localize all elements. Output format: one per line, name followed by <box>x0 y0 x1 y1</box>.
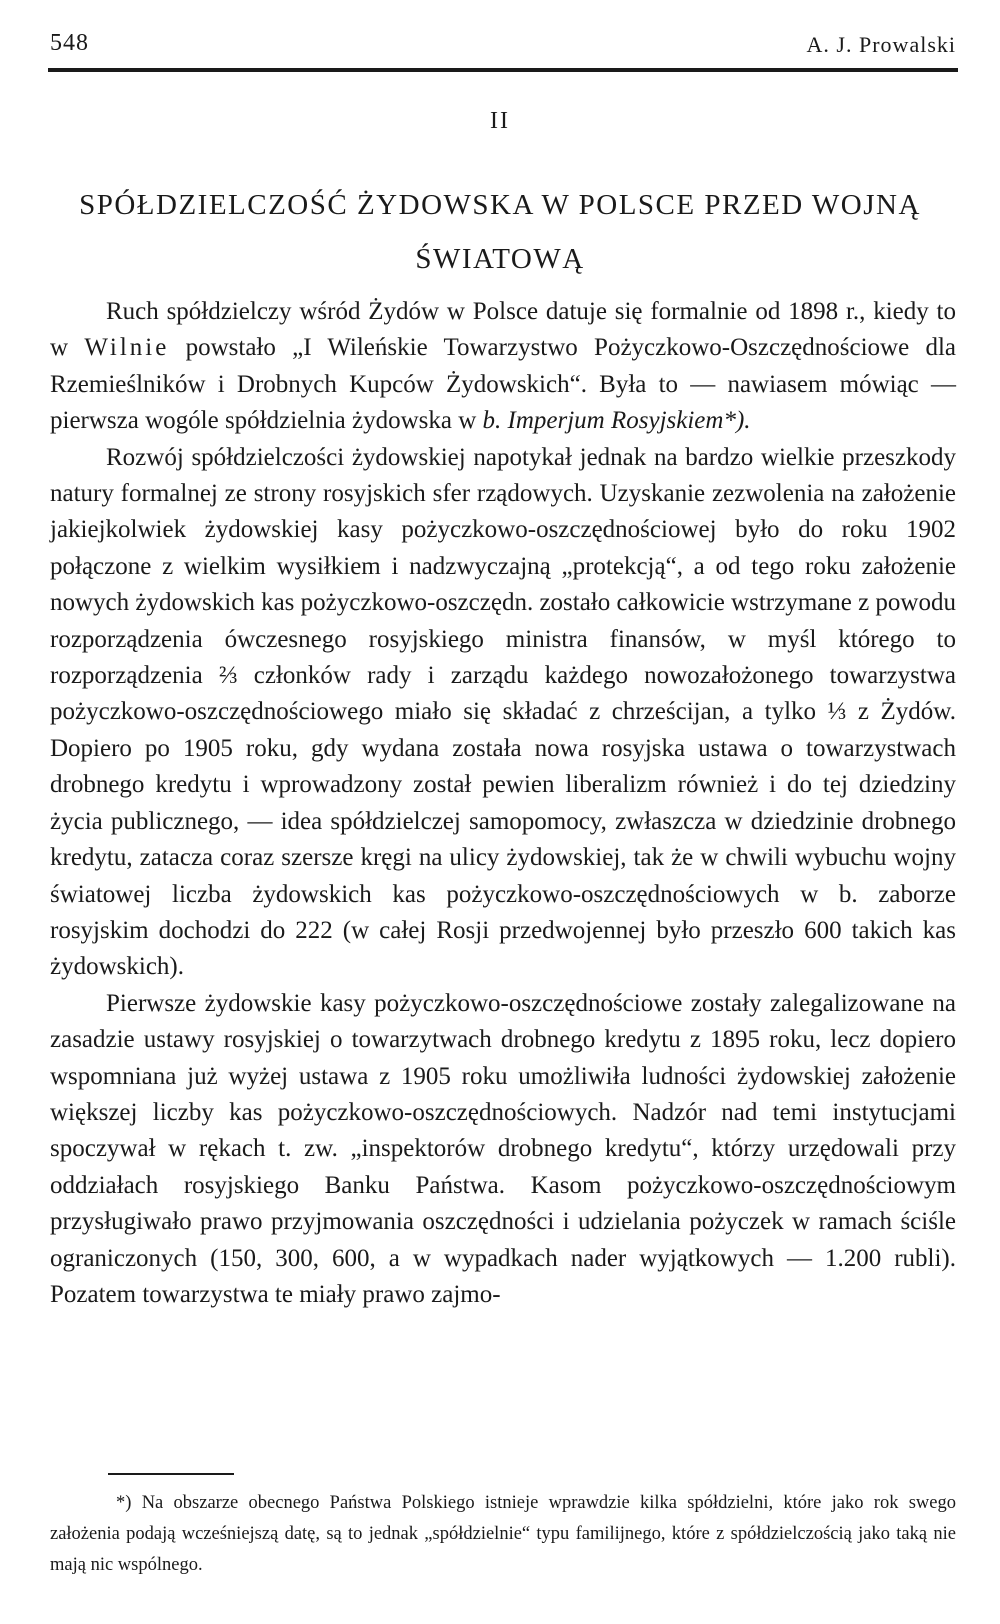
chapter-title-line-2: ŚWIATOWĄ <box>415 243 585 275</box>
city-name: Wilnie <box>84 334 170 362</box>
chapter-title-line-1: SPÓŁDZIELCZOŚĆ ŻYDOWSKA W POLSCE PRZED WOJNĄ <box>79 189 921 221</box>
running-head: A. J. Prowalski <box>806 32 956 57</box>
paragraph-1-middle: powstało „I Wileńskie Towarzystwo Pożyczkowo-Oszczędnościowe dla Rzemieślników i Drobnych Kupców Żydowskich“. Była to — nawiasem mówiąc — pierwsza wogóle spółdzielnia żydowska w <box>50 334 956 435</box>
paragraph-3: Pierwsze żydowskie kasy pożyczkowo-oszczędnościowe zostały zalegalizowane na zasadzie ustawy rosyjskiej o towarzytwach drobnego kredytu z 1895 roku, lecz dopiero wspomniana już wyżej ustawa z 1905 roku umożliwiła ludności żydowskiej założenie większej liczby kas pożyczkowo-oszczędnościowych. Nadzór nad temi instytucjami spoczywał w rękach t. zw. „inspektorów drobnego kredytu“, którzy urzędowali przy oddziałach rosyjskiego Banku Państwa. Kasom pożyczkowo-oszczędnościowym przysługiwało prawo przyjmowania oszczędności i udzielania pożyczek w ramach ściśle ograniczonych (150, 300, 600, a w wypadkach nader wyjątkowych — 1.200 rubli). Pozatem towarzystwa te miały prawo zajmo- <box>50 989 956 1308</box>
paragraph-1-italic: b. Imperjum Rosyjskiem*). <box>482 407 751 435</box>
paragraph-1-start: Ruch spółdzielczy wśród Żydów w Polsce datuje się formalnie od 1898 r., kiedy to w <box>50 298 956 362</box>
page-header <box>50 30 956 64</box>
header-rule <box>48 68 958 72</box>
chapter-number: II <box>490 108 510 134</box>
footnote-rule <box>108 1473 234 1475</box>
paragraph-2: Rozwój spółdzielczości żydowskiej napotykał jednak na bardzo wielkie przeszkody natury formalnej ze strony rosyjskich sfer rządowych. Uzyskanie zezwolenia na założenie jakiejkolwiek żydowskiej kasy pożyczkowo-oszczędnościowej było do roku 1902 połączone z wielkim wysiłkiem i nadzwyczajną „protekcją“, a od tego roku założenie nowych żydowskich kas pożyczkowo-oszczędn. zostało całkowicie wstrzymane z powodu rozporządzenia ówczesnego rosyjskiego ministra finansów, w myśl którego to rozporządzenia ⅔ członków rady i zarządu każdego nowozałożonego towarzystwa pożyczkowo-oszczędnościowego miało się składać z chrześcijan, a tylko ⅓ z Żydów. Dopiero po 1905 roku, gdy wydana została nowa rosyjska ustawa o towarzystwach drobnego kredytu i wprowadzony został pewien liberalizm również i do tej dziedziny życia publicznego, — idea spółdzielczej samopomocy, zwłaszcza w dziedzinie drobnego kredytu, zatacza coraz szersze kręgi na ulicy żydowskiej, tak że w chwili wybuchu wojny światowej liczba żydowskich kas pożyczkowo-oszczędnościowych w b. zaborze rosyjskim dochodzi do 222 (w całej Rosji przedwojennej było przeszło 600 takich kas żydowskich). <box>50 443 956 981</box>
chapter-title <box>60 178 940 286</box>
paragraph-1 <box>50 294 956 440</box>
body-text <box>50 294 956 1313</box>
footnote-text: *) Na obszarze obecnego Państwa Polskiego istnieje wprawdzie kilka spółdzielni, które jako rok swego założenia podają wcześniejszą datę, są to jednak „spółdzielnie“ typu familijnego, które z spółdzielczością jako taką nie mają nic wspólnego. <box>50 1493 956 1575</box>
page-number: 548 <box>50 30 89 56</box>
footnote <box>50 1488 956 1581</box>
